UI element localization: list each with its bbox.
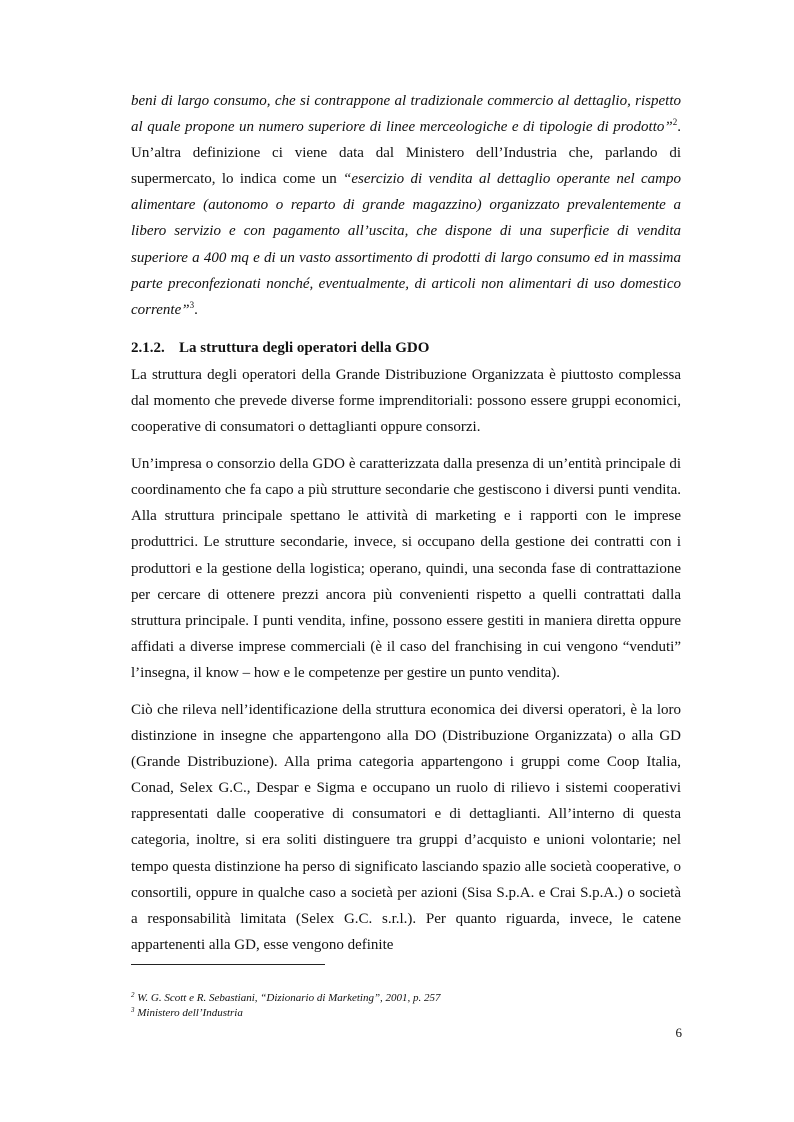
footnote-number: 3	[131, 1005, 135, 1014]
body-paragraph-3: Ciò che rileva nell’identificazione della struttura economica dei diversi operatori, è la loro distinzione in insegne che appartengono alla DO (Distribuzione Organizzata) o alla GD (Grande Distribuzione). Alla prima categoria appartengono i gruppi come Coop Italia, Conad, Selex G.C., Despar e Sigma e occupano un ruolo di rilievo i sistemi cooperativi rappresentati dalle cooperative di consumatori e di dettaglianti. All’interno di questa categoria, inoltre, si era soliti distinguere tra gruppi d’acquisto e unioni volontarie; nel tempo questa distinzione ha perso di significato lasciando spazio alle società cooperative, o consortili, oppure in qualche caso a società per azioni (Sisa S.p.A. e Crai S.p.A.) o società a responsabilità limitata (Selex G.C. s.r.l.). Per quanto riguarda, invece, le catene appartenenti alla GD, esse vengono definite	[131, 701, 681, 953]
footnote-number: 2	[131, 991, 135, 999]
body-paragraph-1: La struttura degli operatori della Grande Distribuzione Organizzata è piuttosto complessa dal momento che prevede diverse forme imprenditoriali: possono essere gruppi economici, cooperative di consumatori o dettaglianti oppure consorzi.	[131, 366, 681, 436]
intro-text-b: . Un’altra definizione ci viene data dal Ministero dell’Industria che, parlando di supermercato, lo indica come un	[131, 119, 681, 188]
footnote-separator	[131, 964, 325, 965]
footnotes	[131, 991, 681, 1020]
footnote-text: Ministero dell’Industria	[137, 1006, 243, 1019]
footnote-ref-3[interactable]: 3	[189, 299, 195, 310]
footnote-3	[131, 1006, 681, 1021]
intro-italic-quote-a: beni di largo consumo, che si contrappone al tradizionale commercio al dettaglio, rispetto al quale propone un numero superiore di linee merceologiche e di tipologie di prodotto”	[131, 93, 681, 136]
section-number: 2.1.2.	[131, 339, 165, 356]
section-title: La struttura degli operatori della GDO	[179, 339, 430, 356]
body-paragraph-2: Un’impresa o consorzio della GDO è caratterizzata dalla presenza di un’entità principale di coordinamento che fa capo a più strutture secondarie che gestiscono i diversi punti vendita. Alla struttura principale spettano le attività di marketing e i rapporti con le imprese produttrici. Le strutture secondarie, invece, si occupano della gestione dei contratti con i produttori e la gestione della logistica; operano, quindi, una seconda fase di contrattazione per cercare di ottenere prezzi ancora più convenienti rispetto a quelli contrattati dalla struttura principale. I punti vendita, infine, possono essere gestiti in maniera diretta oppure affidati a diverse imprese commerciali (è il caso del franchising in cui vengono “venduti” l’insegna, il know – how e le competenze per gestire un punto vendita).	[131, 456, 681, 681]
footnote-2	[131, 991, 681, 1006]
page-number: 6	[675, 1025, 682, 1040]
intro-italic-quote-c: “esercizio di vendita al dettaglio operante nel campo alimentare (autonomo o reparto di grande magazzino) organizzato prevalentemente a libero servizio e con pagamento all’uscita, che dispone di una superficie di vendita superiore a 400 mq e di un vasto assortimento di prodotti di largo consumo ed in massima parte preconfezionati nonché, eventualmente, di articoli non alimentari di uso domestico corrente”	[131, 171, 681, 318]
page-body	[131, 88, 681, 958]
intro-paragraph	[131, 88, 681, 323]
footnote-text: W. G. Scott e R. Sebastiani, “Dizionario di Marketing”, 2001, p. 257	[137, 992, 441, 1004]
footnote-ref-2[interactable]: 2	[672, 117, 678, 128]
intro-text-d: .	[194, 301, 198, 318]
section-heading	[131, 337, 681, 359]
